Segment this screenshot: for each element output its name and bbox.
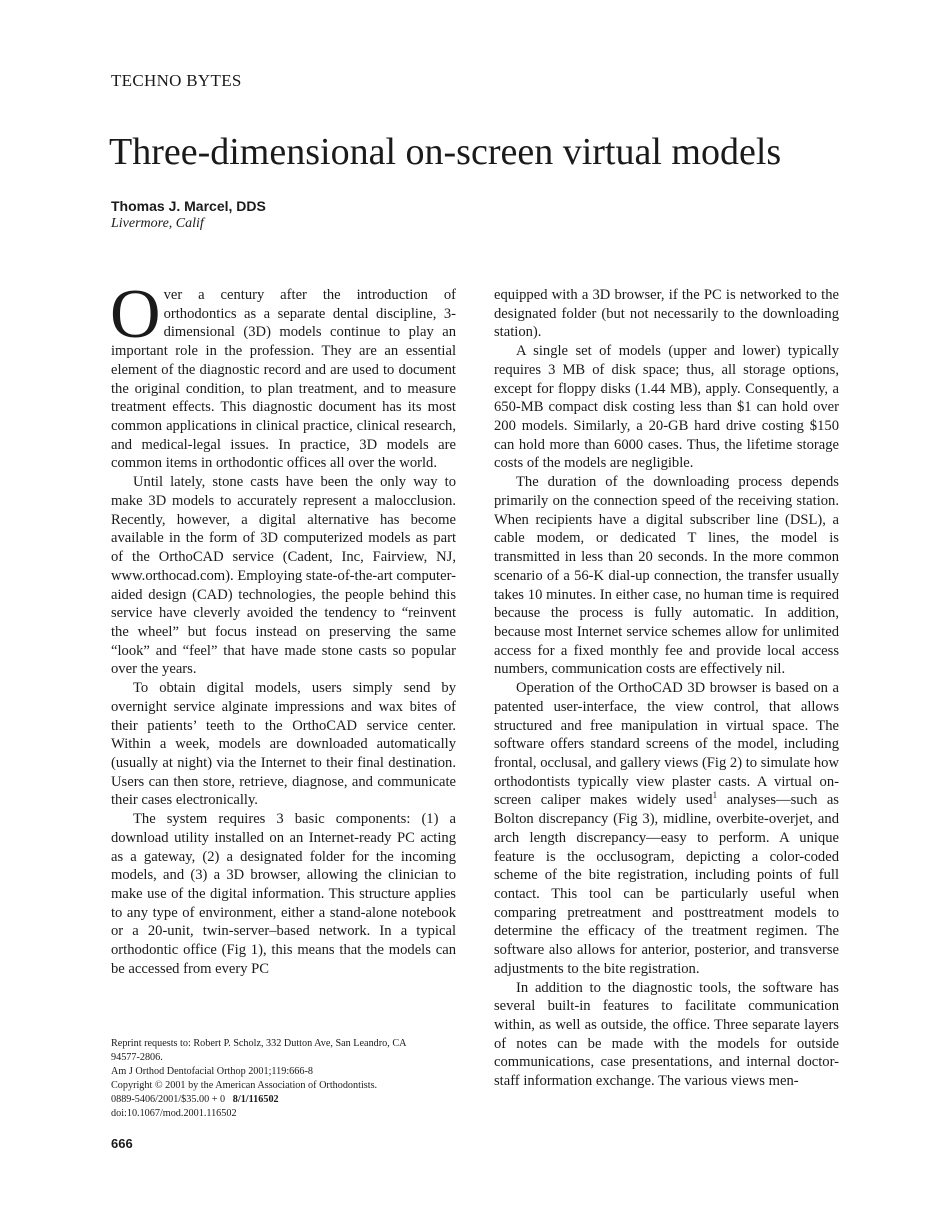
paragraph-download-duration: The duration of the downloading process depends primarily on the connection speed of the receiving station. When recipients have a digital subscriber line (DSL), a cable modem, or dedicated T lines, the model is transmitted in less than 20 seconds. In the more common scenario of a 56-K dial-up connection, the transfer usually takes 10 minutes. In either case, no human time is required because the process is fully automatic. In addition, because most Internet service schemes allow for unlimited access for a fixed monthly fee and provide local access numbers, communication costs are effectively nil. xyxy=(494,474,839,678)
left-column xyxy=(110,276,456,979)
paragraph-stone-casts: Until lately, stone casts have been the only way to make 3D models to accurately represent a malocclusion. Recently, however, a digital alternative has become available in the form of 3D computerized models as part of the OrthoCAD service (Cadent, Inc, Fairview, NJ, www.orthocad.com). Employing state-of-the-art computer-aided design (CAD) technologies, the people behind this service have cleverly avoided the tendency to “reinvent the wheel” but focus instead on preserving the same “look” and “feel” that have made stone casts so popular over the years. xyxy=(111,474,456,678)
section-label: TECHNO BYTES xyxy=(111,71,242,90)
paragraph-continued: equipped with a 3D browser, if the PC is networked to the designated folder (but not necessarily to the downloading station). xyxy=(494,287,839,341)
author-name: Thomas J. Marcel, DDS xyxy=(111,198,266,214)
reference-superscript: 1 xyxy=(712,790,718,801)
footnote-issn-code: 8/1/116502 xyxy=(232,1094,279,1105)
footnote-issn-price: 0889-5406/2001/$35.00 + 0 xyxy=(111,1094,226,1105)
paragraph-intro xyxy=(110,276,456,473)
paragraph-browser-text-b: analyses—such as Bolton discrepancy (Fig 3), midline, overbite-overjet, and arch length discrepancy—easy to perform. A unique feature is the occlusogram, depicting a color-coded scheme of the bite registration, including points of full contact. This tool can be particularly useful when comparing pretreatment and posttreatment models to determine the efficacy of the treatment regimen. The software also allows for anterior, posterior, and transverse adjustments to the bite registration. xyxy=(494,792,839,977)
page-number: 666 xyxy=(111,1136,133,1151)
footnote-doi: doi:10.1067/mod.2001.116502 xyxy=(111,1108,237,1119)
footnote-zip-line: 94577-2806. xyxy=(111,1052,163,1063)
author-affiliation: Livermore, Calif xyxy=(111,216,204,231)
footnote-citation: Am J Orthod Dentofacial Orthop 2001;119:666-8 xyxy=(111,1066,313,1077)
article-title: Three-dimensional on-screen virtual models xyxy=(109,131,782,173)
paragraph-browser-text-a: Operation of the OrthoCAD 3D browser is based on a patented user-interface, the view control, that allows structured and free manipulation in virtual space. The software offers standard screens of the model, including frontal, occlusal, and gallery views (Fig 2) to simulate how orthodontists typically view plaster casts. A virtual on-screen caliper makes widely used xyxy=(494,680,839,809)
footnote-copyright: Copyright © 2001 by the American Association of Orthodontists. xyxy=(111,1080,378,1091)
paragraph-obtain-models: To obtain digital models, users simply send by overnight service alginate impressions and wax bites of their patients’ teeth to the OrthoCAD service center. Within a week, models are downloaded automatically (usually at night) via the Internet to their final destination. Users can then store, retrieve, diagnose, and communicate their cases electronically. xyxy=(111,680,456,809)
paragraph-storage: A single set of models (upper and lower) typically requires 3 MB of disk space; thus, all storage options, except for floppy disks (1.44 MB), apply. Consequently, a 650-MB compact disk costing less than $1 can hold over 200 models. Similarly, a 20-GB hard drive costing $150 can hold more than 6000 cases. Thus, the lifetime storage costs of the models are negligible. xyxy=(494,343,839,472)
paragraph-system-components: The system requires 3 basic components: (1) a download utility installed on an Internet-ready PC acting as a gateway, (2) a designated folder for the incoming models, and (3) a 3D browser, allowing the clinician to make use of the digital information. This structure applies to any type of environment, either a stand-alone notebook or a 20-unit, twin-server–based network. In a typical orthodontic office (Fig 1), this means that the models can be accessed from every PC xyxy=(111,811,456,977)
paragraph-browser-operation xyxy=(494,679,839,979)
footnote-issn xyxy=(111,1093,461,1107)
paragraph-intro-text: ver a century after the introduction of orthodontics as a separate dental discipline, 3-dimensional (3D) models continue to play an important role in the profession. They are an essential element of the diagnostic record and are used to document the original condition, to plan treatment, and to measure treatment effects. This diagnostic document has its most common applications in clinical practice, clinical research, and medical-legal issues. In practice, 3D models are common items in orthodontic offices all over the world. xyxy=(111,287,456,472)
right-column xyxy=(494,286,839,1091)
drop-cap: O xyxy=(110,276,161,353)
paragraph-communication: In addition to the diagnostic tools, the software has several built-in features to facilitate communication within, as well as outside, the office. Three separate layers of notes can be made with the models for outside communications, case presentations, and internal doctor-staff information exchange. The various views men- xyxy=(494,979,839,1090)
footnote xyxy=(111,1037,461,1121)
footnote-reprint-line: Reprint requests to: Robert P. Scholz, 332 Dutton Ave, San Leandro, CA xyxy=(111,1038,407,1049)
